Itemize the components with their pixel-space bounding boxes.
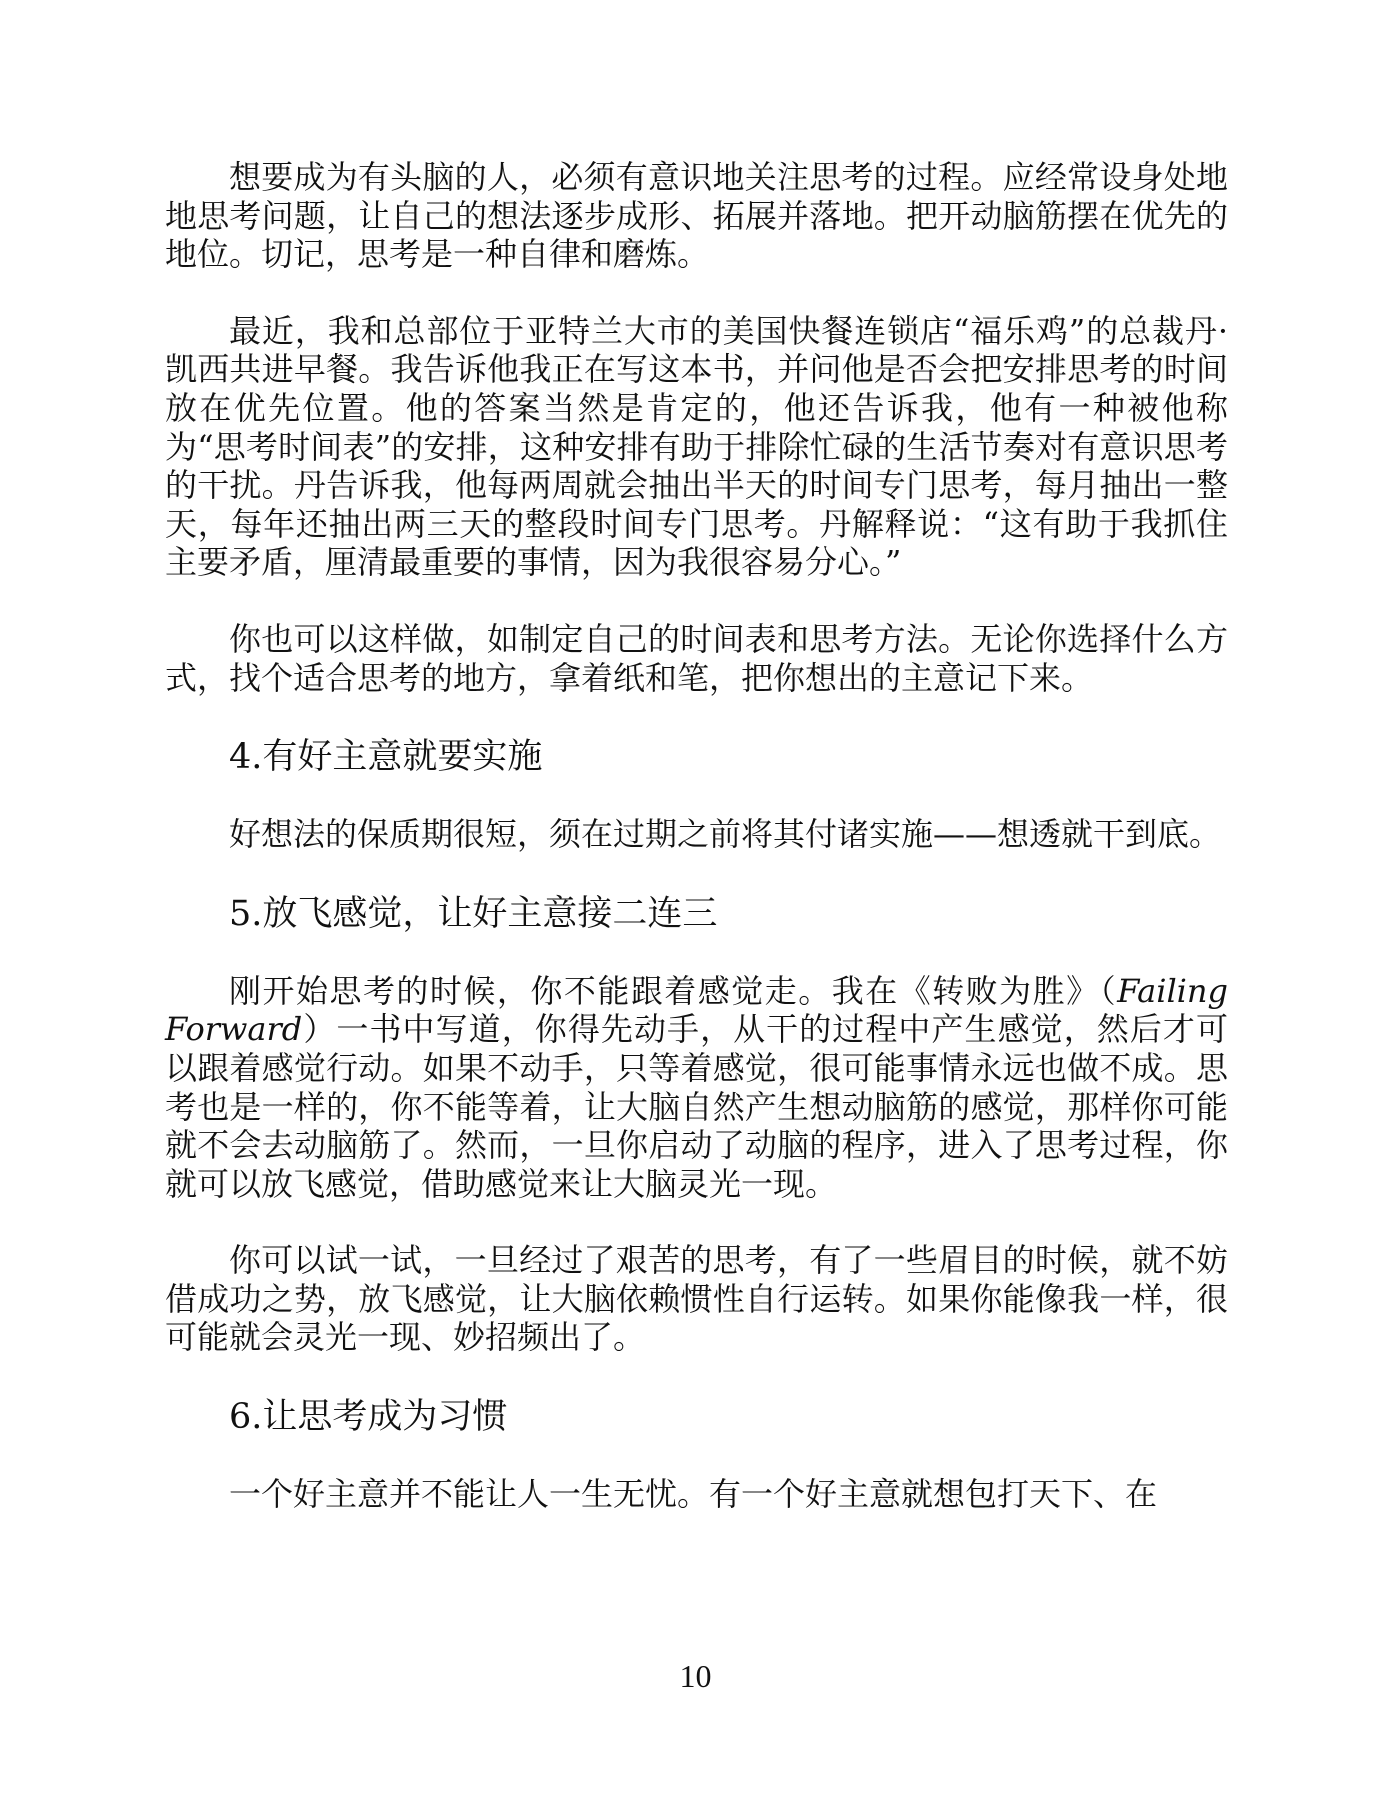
paragraph-2: 最近，我和总部位于亚特兰大市的美国快餐连锁店“福乐鸡”的总裁丹·凯西共进早餐。我告诉他我正在写这本书，并问他是否会把安排思考的时间放在优先位置。他的答案当然是肯定的，他还告诉我，他有一种被他称为“思考时间表”的安排，这种安排有助于排除忙碌的生活节奏对有意识思考的干扰。丹告诉我，他每两周就会抽出半天的时间专门思考，每月抽出一整天，每年还抽出两三天的整段时间专门思考。丹解释说：“这有助于我抓住主要矛盾，厘清最重要的事情，因为我很容易分心。” (165, 311, 1228, 582)
section-heading-6: 6.让思考成为习惯 (229, 1397, 508, 1438)
paragraph-5 (165, 972, 1228, 1204)
page-number: 10 (679, 1658, 712, 1694)
body-text (165, 158, 1228, 1552)
paragraph-1: 想要成为有头脑的人，必须有意识地关注思考的过程。应经常设身处地地思考问题，让自己的想法逐步成形、拓展并落地。把开动脑筋摆在优先的地位。切记，思考是一种自律和磨炼。 (165, 158, 1228, 274)
paragraph-3: 你也可以这样做，如制定自己的时间表和思考方法。无论你选择什么方式，找个适合思考的地方，拿着纸和笔，把你想出的主意记下来。 (165, 619, 1228, 697)
section-heading-4: 4.有好主意就要实施 (229, 737, 543, 778)
paragraph-5-text-start: 刚开始思考的时候，你不能跟着感觉走。我在《转败为胜》（ (229, 971, 1118, 1010)
paragraph-4: 好想法的保质期很短，须在过期之前将其付诸实施——想透就干到底。 (229, 815, 1222, 854)
book-title-english: Failing Forward (165, 971, 1228, 1049)
paragraph-7: 一个好主意并不能让人一生无忧。有一个好主意就想包打天下、在 (229, 1475, 1158, 1514)
paragraph-5-text-end: ）一书中写道，你得先动手，从干的过程中产生感觉，然后才可以跟着感觉行动。如果不动手，只等着感觉，很可能事情永远也做不成。思考也是一样的，你不能等着，让大脑自然产生想动脑筋的感觉，那样你可能就不会去动脑筋了。然而，一旦你启动了动脑的程序，进入了思考过程，你就可以放飞感觉，借助感觉来让大脑灵光一现。 (165, 1010, 1228, 1203)
paragraph-6: 你可以试一试，一旦经过了艰苦的思考，有了一些眉目的时候，就不妨借成功之势，放飞感觉，让大脑依赖惯性自行运转。如果你能像我一样，很可能就会灵光一现、妙招频出了。 (165, 1241, 1228, 1357)
section-heading-5: 5.放飞感觉，让好主意接二连三 (229, 893, 718, 934)
